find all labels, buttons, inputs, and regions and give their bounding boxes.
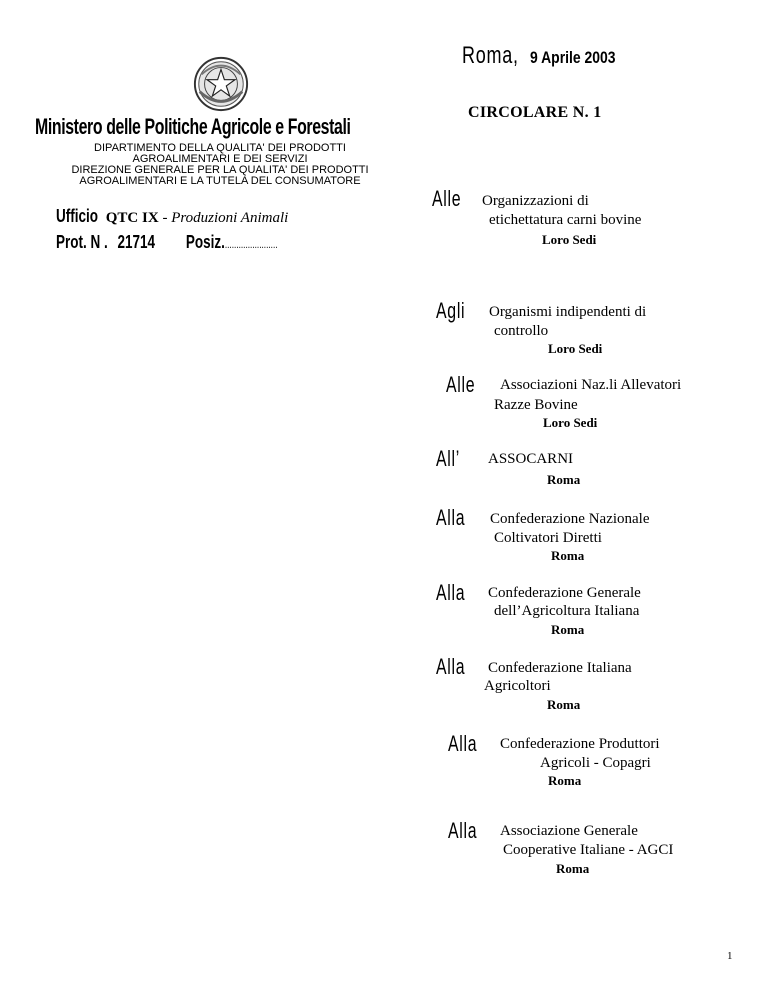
recipient-prefix: All’ [436,446,461,471]
recipient-line: Cooperative Italiane - AGCI [503,842,674,858]
recipient-prefix: Alla [436,505,466,530]
department-line: AGROALIMENTARI E LA TUTELA DEL CONSUMATORE [79,175,361,187]
recipient-line: etichettatura carni bovine [489,212,642,228]
department-line: AGROALIMENTARI E DEI SERVIZI [132,153,308,165]
ministry-name: Ministero delle Politiche Agricole e Forestali [35,114,351,139]
recipient-sede: Roma [548,773,582,788]
circolare-title: CIRCOLARE N. 1 [468,104,602,121]
recipient-line: Coltivatori Diretti [494,530,602,546]
recipient-line: Agricoli - Copagri [540,755,651,771]
recipient-line: Confederazione Produttori [500,736,660,752]
recipient-line: controllo [494,323,549,339]
recipient-sede: Roma [551,622,585,637]
ufficio-line [56,206,288,227]
recipient-sede: Roma [556,861,590,876]
recipient-sede: Roma [551,548,585,563]
recipient-line: Confederazione Nazionale [490,511,650,527]
recipient-sede: Roma [547,472,581,487]
city: Roma, [462,42,519,69]
recipient-sede: Roma [547,697,581,712]
recipient-prefix: Alle [446,372,476,397]
recipient-line: ASSOCARNI [488,451,574,467]
recipient-prefix: Alle [432,186,462,211]
recipient-prefix: Agli [436,298,466,323]
protocol-label: Prot. N . [56,232,108,252]
department-line: DIPARTIMENTO DELLA QUALITA' DEI PRODOTTI [94,142,346,154]
recipient-line: Associazione Generale [500,823,638,839]
recipient-line: dell’Agricoltura Italiana [494,603,640,619]
recipient-sede: Loro Sedi [542,232,597,247]
ufficio-label: Ufficio [56,206,98,226]
protocol-line [56,232,351,253]
recipient-prefix: Alla [436,580,466,605]
recipient-prefix: Alla [448,818,478,843]
recipient-line: Agricoltori [484,678,551,694]
date-line [462,42,634,70]
recipient-line: Confederazione Generale [488,585,641,601]
recipient-sede: Loro Sedi [543,415,598,430]
recipient-line: Confederazione Italiana [488,660,632,676]
recipient-line: Associazioni Naz.li Allevatori [500,377,682,393]
recipient-line: Organismi indipendenti di [489,304,647,320]
date: 9 Aprile 2003 [529,48,616,67]
recipient-sede: Loro Sedi [548,341,603,356]
ufficio-separator: - [158,210,172,226]
recipient-line: Organizzazioni di [482,193,589,209]
department-line: DIREZIONE GENERALE PER LA QUALITA' DEI PRODOTTI [71,164,369,176]
position-dots: ....................... [224,239,278,251]
page-number: 1 [727,950,733,962]
recipient-prefix: Alla [448,731,478,756]
position-label: Posiz. [185,232,225,252]
recipient-line: Razze Bovine [494,397,578,413]
ufficio-code: QTC IX [105,210,159,226]
italian-republic-emblem-icon [192,55,250,113]
recipient-prefix: Alla [436,654,466,679]
protocol-number: 21714 [117,232,156,252]
ufficio-description: Produzioni Animali [171,210,289,226]
